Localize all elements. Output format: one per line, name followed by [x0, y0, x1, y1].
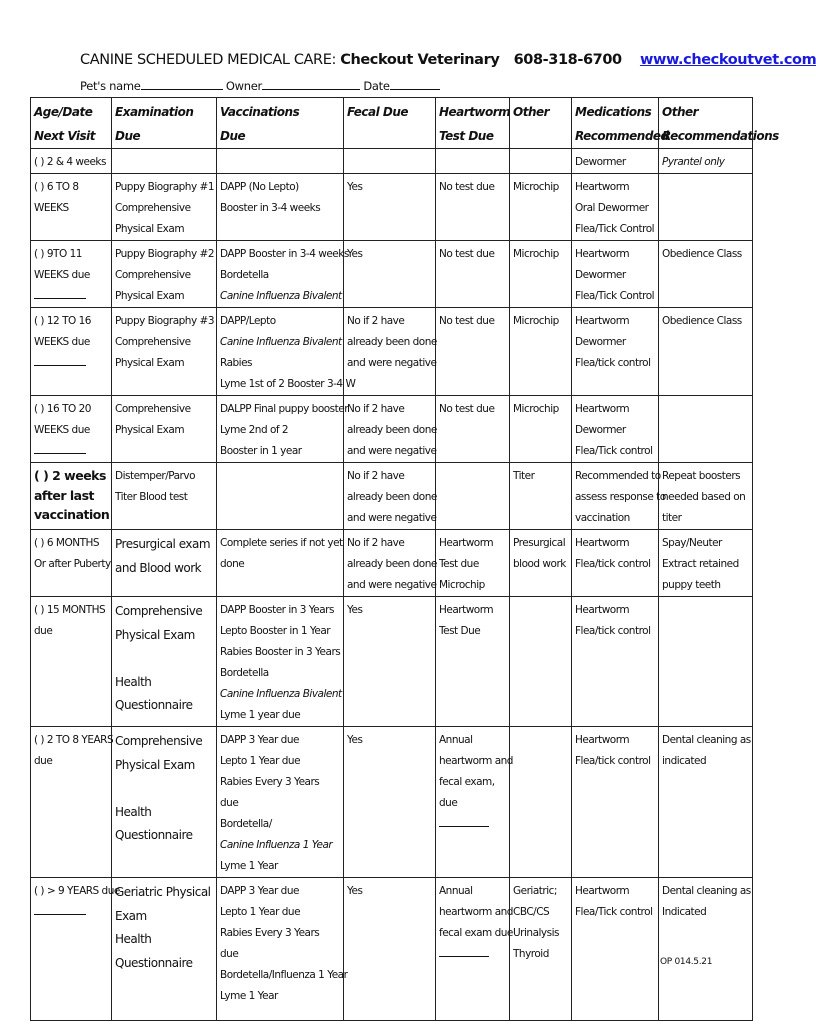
- cell-age[interactable]: [31, 396, 112, 463]
- cell-text: ( ) 9TO 11: [34, 248, 82, 260]
- cell-text: Health: [115, 932, 152, 946]
- date-label: Date: [363, 79, 390, 93]
- due-date-field[interactable]: [34, 353, 86, 366]
- cell-text: Presurgical exam: [115, 537, 211, 551]
- cell-fecal: [344, 727, 436, 878]
- cell-text: Microchip: [513, 403, 559, 415]
- cell-text: Canine Influenza Bivalent: [220, 336, 342, 348]
- cell-text: done: [220, 558, 245, 570]
- cell-text: Rabies: [220, 357, 253, 369]
- column-header-line: Heartworm: [439, 105, 511, 119]
- cell-text: Flea/Tick Control: [575, 290, 655, 302]
- cell-text: ( ) 2 weeks: [34, 468, 106, 483]
- cell-text: Yes: [347, 248, 363, 260]
- cell-hw: [436, 396, 510, 463]
- table-row: [31, 174, 753, 241]
- column-header-line: Age/Date: [34, 105, 93, 119]
- table-row: [31, 597, 753, 727]
- cell-text: Questionnaire: [115, 698, 193, 712]
- cell-vacc: [217, 174, 344, 241]
- cell-meds: [572, 149, 659, 174]
- table-row: [31, 530, 753, 597]
- cell-text: due: [34, 755, 53, 767]
- cell-text: Dewormer: [575, 424, 626, 436]
- cell-text: Microchip: [439, 579, 485, 591]
- cell-hw: [436, 174, 510, 241]
- cell-text: No test due: [439, 315, 495, 327]
- cell-meds: [572, 727, 659, 878]
- cell-recs: [659, 597, 753, 727]
- cell-text: Dental cleaning as: [662, 885, 751, 897]
- cell-exam: [112, 463, 217, 530]
- cell-fecal: [344, 396, 436, 463]
- cell-text: WEEKS due: [34, 336, 90, 348]
- cell-text: Flea/Tick control: [575, 445, 653, 457]
- column-header-hw: [436, 98, 510, 149]
- owner-field[interactable]: [262, 79, 360, 90]
- cell-text: heartworm and: [439, 906, 513, 918]
- cell-recs: [659, 396, 753, 463]
- form-code: OP 014.5.21: [660, 957, 713, 967]
- column-header-line: Recommended: [575, 129, 669, 143]
- cell-exam: [112, 149, 217, 174]
- table-header-row: [31, 98, 753, 149]
- cell-text: [115, 777, 213, 801]
- cell-text: ( ) 16 TO 20: [34, 403, 91, 415]
- cell-text: ( ) 12 TO 16: [34, 315, 91, 327]
- cell-exam: [112, 174, 217, 241]
- cell-text: Physical Exam: [115, 357, 185, 369]
- cell-other: [510, 241, 572, 308]
- column-header-line: Fecal Due: [347, 105, 409, 119]
- cell-other: [510, 396, 572, 463]
- table-row: [31, 463, 753, 530]
- cell-hw: [436, 149, 510, 174]
- pet-name-field[interactable]: [141, 79, 223, 90]
- cell-text: Canine Influenza Bivalent: [220, 688, 342, 700]
- cell-meds: [572, 530, 659, 597]
- cell-text: Test Due: [439, 625, 481, 637]
- medical-care-table: [30, 97, 779, 1021]
- cell-text: [115, 647, 213, 671]
- column-header-recs: [659, 98, 779, 149]
- cell-text: titer: [662, 512, 682, 524]
- cell-text: Puppy Biography #2: [115, 248, 214, 260]
- cell-text: Heartworm: [575, 734, 630, 746]
- cell-text: No if 2 have: [347, 403, 405, 415]
- cell-text: Heartworm: [575, 248, 630, 260]
- column-header-other: [510, 98, 572, 149]
- cell-other: [510, 463, 572, 530]
- cell-text: WEEKS: [34, 202, 69, 214]
- cell-fecal: [344, 149, 436, 174]
- due-date-field[interactable]: [34, 441, 86, 454]
- cell-text: Dewormer: [575, 156, 626, 168]
- cell-text: Booster in 1 year: [220, 445, 302, 457]
- cell-text: Comprehensive: [115, 604, 203, 618]
- cell-other: [510, 149, 572, 174]
- cell-age[interactable]: [31, 727, 112, 878]
- cell-text: Puppy Biography #1: [115, 181, 214, 193]
- cell-text: vaccination: [575, 512, 630, 524]
- cell-text: Geriatric Physical: [115, 885, 211, 899]
- cell-meds: [572, 878, 659, 1021]
- cell-text: ( ) 2 & 4 weeks: [34, 156, 106, 168]
- form-header: [80, 52, 816, 74]
- cell-text: ( ) 2 TO 8 YEARS: [34, 734, 114, 746]
- cell-text: Booster in 3-4 weeks: [220, 202, 321, 214]
- cell-other: [510, 597, 572, 727]
- cell-recs: [659, 308, 753, 396]
- cell-vacc: [217, 878, 348, 1021]
- cell-text: Flea/tick control: [575, 558, 651, 570]
- cell-exam: [112, 878, 217, 1021]
- cell-text: Repeat boosters: [662, 470, 741, 482]
- cell-text: Recommended to: [575, 470, 661, 482]
- cell-hw: [436, 530, 510, 597]
- cell-age[interactable]: [31, 241, 112, 308]
- cell-text: Obedience Class: [662, 315, 742, 327]
- column-header-line: Medications: [575, 105, 652, 119]
- cell-text: and were negative: [347, 445, 437, 457]
- cell-meds: [572, 463, 666, 530]
- cell-text: and were negative: [347, 512, 437, 524]
- cell-text: Flea/tick control: [575, 357, 651, 369]
- cell-text: Heartworm: [575, 403, 630, 415]
- cell-text: ( ) 6 TO 8: [34, 181, 79, 193]
- cell-text: vaccination: [34, 507, 110, 522]
- cell-text: Comprehensive: [115, 403, 191, 415]
- cell-meds: [572, 597, 659, 727]
- cell-text: DAPP 3 Year due: [220, 885, 299, 897]
- cell-recs: [659, 878, 753, 1021]
- cell-age[interactable]: [31, 878, 120, 1021]
- cell-other: [510, 174, 572, 241]
- cell-text: Health: [115, 674, 152, 689]
- cell-text: and Blood work: [115, 560, 202, 575]
- cell-age[interactable]: [31, 174, 112, 241]
- cell-text: Annual: [439, 734, 473, 746]
- cell-exam: [112, 396, 217, 463]
- cell-text: Canine Influenza 1 Year: [220, 839, 333, 851]
- cell-text: already been done: [347, 336, 437, 348]
- cell-meds: [572, 308, 659, 396]
- cell-meds: [572, 396, 659, 463]
- cell-text: Heartworm: [575, 315, 630, 327]
- cell-text: Flea/tick control: [575, 625, 651, 637]
- cell-other: [510, 878, 572, 1021]
- table-row: [31, 396, 753, 463]
- column-header-line: Test Due: [439, 129, 494, 143]
- cell-other: [510, 530, 572, 597]
- cell-hw: [436, 463, 510, 530]
- cell-text: already been done: [347, 424, 437, 436]
- cell-exam: [112, 241, 217, 308]
- cell-text: Yes: [347, 604, 363, 616]
- heartworm-due-field[interactable]: [439, 944, 489, 957]
- cell-exam: [112, 530, 217, 597]
- cell-age[interactable]: [31, 530, 112, 597]
- column-header-meds: [572, 98, 669, 149]
- cell-hw: [436, 597, 510, 727]
- owner-label: Owner: [225, 79, 262, 93]
- cell-text: Heartworm: [439, 604, 494, 616]
- column-header-exam: [112, 98, 217, 149]
- cell-text: due: [220, 948, 239, 960]
- cell-text: after last: [34, 487, 94, 503]
- cell-fecal: [344, 878, 436, 1021]
- cell-text: Lyme 2nd of 2: [220, 424, 289, 436]
- column-header-line: Recommendations: [662, 129, 779, 143]
- cell-text: indicated: [662, 755, 707, 767]
- cell-text: Dewormer: [575, 336, 626, 348]
- cell-other: [510, 727, 572, 878]
- cell-text: Physical Exam: [115, 757, 195, 772]
- cell-text: Dental cleaning as: [662, 734, 751, 746]
- cell-text: Titer: [513, 470, 535, 482]
- cell-text: Indicated: [662, 906, 707, 918]
- column-header-age: [31, 98, 112, 149]
- cell-text: Bordetella: [220, 667, 269, 679]
- cell-text: Bordetella/Influenza 1 Year: [220, 969, 348, 981]
- cell-text: Titer Blood test: [115, 491, 188, 503]
- cell-text: Yes: [347, 885, 363, 897]
- cell-text: Lyme 1st of 2 Booster 3-4 W: [220, 378, 356, 390]
- clinic-website-link[interactable]: www.checkoutvet.com: [639, 52, 816, 68]
- table-row: [31, 727, 753, 878]
- date-field[interactable]: [390, 79, 440, 90]
- cell-text: ( ) 15 MONTHS: [34, 604, 106, 616]
- cell-text: ( ) > 9 YEARS due: [34, 885, 120, 897]
- column-header-line: Next Visit: [34, 129, 96, 143]
- cell-fecal: [344, 174, 436, 241]
- cell-vacc: [217, 463, 344, 530]
- cell-age[interactable]: [31, 149, 112, 174]
- cell-text: Or after Puberty: [34, 558, 111, 570]
- cell-text: Exam: [115, 908, 147, 923]
- cell-text: Puppy Biography #3: [115, 315, 214, 327]
- cell-text: Rabies Booster in 3 Years: [220, 646, 341, 658]
- column-header-line: Due: [115, 129, 141, 143]
- pet-info-line: [80, 79, 440, 93]
- column-header-vacc: [217, 98, 344, 149]
- cell-age[interactable]: [31, 597, 112, 727]
- cell-text: puppy teeth: [662, 579, 721, 591]
- heartworm-due-field[interactable]: [439, 814, 489, 827]
- cell-text: already been done: [347, 558, 437, 570]
- form-title: CANINE SCHEDULED MEDICAL CARE:: [80, 52, 336, 68]
- cell-text: Urinalysis: [513, 927, 559, 939]
- cell-text: Physical Exam: [115, 223, 185, 235]
- cell-text: and were negative: [347, 579, 437, 591]
- cell-text: due: [439, 797, 458, 809]
- cell-meds: [572, 241, 659, 308]
- cell-text: Yes: [347, 734, 363, 746]
- cell-text: Physical Exam: [115, 290, 185, 302]
- cell-text: Oral Dewormer: [575, 202, 649, 214]
- table-row: [31, 149, 753, 174]
- cell-text: Lepto 1 Year due: [220, 906, 301, 918]
- cell-text: due: [34, 625, 53, 637]
- cell-text: Thyroid: [513, 948, 549, 960]
- cell-text: Spay/Neuter: [662, 537, 722, 549]
- cell-text: Bordetella/: [220, 818, 272, 830]
- cell-text: fecal exam,: [439, 776, 495, 788]
- cell-text: Test due: [439, 558, 479, 570]
- due-date-field[interactable]: [34, 286, 86, 299]
- cell-text: Lyme 1 Year: [220, 990, 278, 1002]
- column-header-line: Due: [220, 129, 246, 143]
- cell-text: DAPP Booster in 3 Years: [220, 604, 334, 616]
- column-header-line: Vaccinations: [220, 105, 300, 119]
- table-row: [31, 308, 753, 396]
- cell-vacc: [217, 727, 344, 878]
- cell-text: Flea/tick control: [575, 755, 651, 767]
- cell-text: Questionnaire: [115, 828, 193, 842]
- cell-text: Bordetella: [220, 269, 269, 281]
- cell-text: Extract retained: [662, 558, 739, 570]
- cell-text: No test due: [439, 248, 495, 260]
- cell-recs: [659, 149, 753, 174]
- cell-other: [510, 308, 572, 396]
- column-header-line: Examination: [115, 105, 194, 119]
- due-date-field[interactable]: [34, 902, 86, 915]
- cell-text: Canine Influenza Bivalent: [220, 290, 342, 302]
- table-row: [31, 241, 753, 308]
- cell-text: Comprehensive: [115, 336, 191, 348]
- cell-recs: [659, 530, 753, 597]
- cell-text: Heartworm: [575, 537, 630, 549]
- cell-text: already been done: [347, 491, 437, 503]
- column-header-line: Other: [513, 105, 550, 119]
- cell-text: WEEKS due: [34, 424, 90, 436]
- cell-text: No if 2 have: [347, 315, 405, 327]
- cell-text: Rabies Every 3 Years: [220, 927, 320, 939]
- cell-meds: [572, 174, 659, 241]
- cell-exam: [112, 308, 217, 396]
- cell-text: No test due: [439, 181, 495, 193]
- cell-fecal: [344, 463, 436, 530]
- cell-text: ( ) 6 MONTHS: [34, 537, 100, 549]
- cell-text: Comprehensive: [115, 202, 191, 214]
- cell-vacc: [217, 149, 344, 174]
- column-header-fecal: [344, 98, 436, 149]
- cell-vacc: [217, 597, 344, 727]
- cell-exam: [112, 597, 217, 727]
- cell-text: Lepto Booster in 1 Year: [220, 625, 331, 637]
- cell-text: Comprehensive: [115, 269, 191, 281]
- cell-text: Lyme 1 Year: [220, 860, 278, 872]
- cell-text: Microchip: [513, 248, 559, 260]
- cell-text: No if 2 have: [347, 537, 405, 549]
- cell-recs: [659, 463, 753, 530]
- cell-text: WEEKS due: [34, 269, 90, 281]
- cell-text: Yes: [347, 181, 363, 193]
- cell-text: Lyme 1 year due: [220, 709, 301, 721]
- cell-text: blood work: [513, 558, 566, 570]
- cell-text: No if 2 have: [347, 470, 405, 482]
- cell-text: No test due: [439, 403, 495, 415]
- pet-name-label: Pet's name: [80, 79, 141, 93]
- cell-fecal: [344, 530, 436, 597]
- table-row: [31, 878, 753, 1021]
- cell-text: Obedience Class: [662, 248, 742, 260]
- column-header-line: Other: [662, 105, 699, 119]
- cell-text: Dewormer: [575, 269, 626, 281]
- cell-text: and were negative: [347, 357, 437, 369]
- cell-fecal: [344, 241, 436, 308]
- cell-text: Physical Exam: [115, 627, 195, 642]
- cell-text: Pyrantel only: [662, 156, 725, 168]
- cell-text: Flea/Tick Control: [575, 223, 655, 235]
- cell-vacc: [217, 308, 356, 396]
- cell-vacc: [217, 530, 344, 597]
- cell-text: Questionnaire: [115, 955, 193, 970]
- clinic-name: Checkout Veterinary: [340, 52, 500, 68]
- cell-age[interactable]: [31, 308, 112, 396]
- cell-text: needed based on: [662, 491, 746, 503]
- cell-text: Health: [115, 804, 152, 819]
- clinic-phone: 608-318-6700: [513, 52, 622, 68]
- cell-hw: [436, 241, 510, 308]
- cell-text: Lepto 1 Year due: [220, 755, 301, 767]
- cell-vacc: [217, 396, 349, 463]
- cell-text: Distemper/Parvo: [115, 470, 196, 482]
- cell-text: Heartworm: [439, 537, 494, 549]
- cell-fecal: [344, 597, 436, 727]
- cell-text: DAPP (No Lepto): [220, 181, 299, 193]
- cell-hw: [436, 878, 513, 1021]
- cell-age[interactable]: [31, 463, 112, 530]
- cell-text: DAPP 3 Year due: [220, 734, 299, 746]
- cell-text: due: [220, 797, 239, 809]
- cell-text: fecal exam due: [439, 927, 513, 939]
- cell-recs: [659, 241, 753, 308]
- cell-recs: [659, 174, 753, 241]
- cell-text: Heartworm: [575, 181, 630, 193]
- cell-text: DAPP/Lepto: [220, 315, 276, 327]
- cell-hw: [436, 727, 513, 878]
- cell-text: Flea/Tick control: [575, 906, 653, 918]
- cell-text: Geriatric;: [513, 885, 557, 897]
- cell-recs: [659, 727, 753, 878]
- cell-text: Heartworm: [575, 885, 630, 897]
- cell-exam: [112, 727, 217, 878]
- cell-text: CBC/CS: [513, 906, 550, 918]
- cell-text: Annual: [439, 885, 473, 897]
- cell-text: assess response to: [575, 491, 666, 503]
- cell-text: Heartworm: [575, 604, 630, 616]
- cell-text: Microchip: [513, 181, 559, 193]
- cell-vacc: [217, 241, 349, 308]
- cell-hw: [436, 308, 510, 396]
- cell-text: heartworm and: [439, 755, 513, 767]
- cell-text: Complete series if not yet: [220, 537, 343, 549]
- cell-text: Physical Exam: [115, 424, 185, 436]
- cell-text: DALPP Final puppy booster: [220, 403, 349, 415]
- cell-text: Microchip: [513, 315, 559, 327]
- cell-text: Presurgical: [513, 537, 566, 549]
- cell-text: DAPP Booster in 3-4 weeks: [220, 248, 349, 260]
- cell-fecal: [344, 308, 436, 396]
- cell-text: Rabies Every 3 Years: [220, 776, 320, 788]
- cell-text: Comprehensive: [115, 734, 203, 748]
